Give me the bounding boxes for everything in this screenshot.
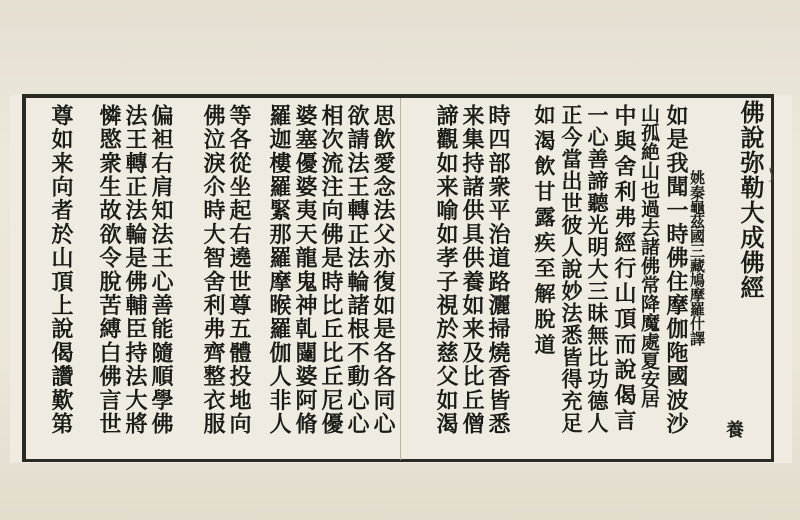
text-column-20: 尊如来向者於山頂上說偈讚歎第 (48, 104, 74, 436)
text-column-2: 山孤絶山也過去諸佛常降魔處夏安居 (638, 104, 660, 408)
text-column-8: 来集持諸供具供養如来及比丘僧 (459, 104, 485, 436)
text-column-19: 憐愍衆生故欲令脫苦縛白佛言世 (96, 104, 122, 436)
sutra-title: 佛說弥勒大成佛經 (736, 100, 765, 300)
text-column-18: 法王轉正法輪是佛輔臣持法大將 (122, 104, 148, 436)
text-column-3: 中與舍利弗經行山頂而說偈言 (611, 104, 637, 435)
text-column-12: 相次流注向佛是時比丘比丘尼優 (318, 104, 344, 436)
text-column-13: 婆塞優婆夷天龍鬼神乹闥婆阿脩 (292, 104, 318, 436)
text-column-6: 如渴飲甘露疾至解脫道 (532, 104, 557, 359)
translator-credit: 姚秦龜茲國三藏鳩摩羅什譯 (688, 170, 706, 346)
text-column-1: 如是我聞一時佛住摩伽陁國波沙 (663, 104, 689, 436)
page-mark: 養 (723, 420, 744, 438)
text-column-10: 思飲愛念法父亦復如是各各同心 (370, 104, 396, 436)
text-column-16: 佛泣淚尒時大智舍利弗齊整衣服 (200, 104, 226, 436)
text-column-15: 等各從坐起右遶世尊五體投地向 (226, 104, 252, 436)
text-column-17: 偏袒右肩知法王心善能隨順學佛 (148, 104, 174, 436)
fish-tail-mark: ⟆ (768, 165, 774, 183)
text-column-7: 時四部衆平治道路灑掃燒香皆悉 (485, 104, 511, 436)
text-column-14: 羅迦樓羅緊那羅摩睺羅伽人非人 (266, 104, 292, 436)
text-column-5: 正今當出世彼人說妙法悉皆得充足 (559, 104, 584, 434)
text-column-11: 欲請法王轉正法輪諸根不動心心 (344, 104, 370, 436)
center-fold-line (400, 98, 401, 460)
text-column-9: 諦觀如来喻如孝子視於慈父如渴 (433, 104, 459, 436)
text-column-4: 一心善諦聽光明大三昧無比功德人 (585, 104, 610, 434)
